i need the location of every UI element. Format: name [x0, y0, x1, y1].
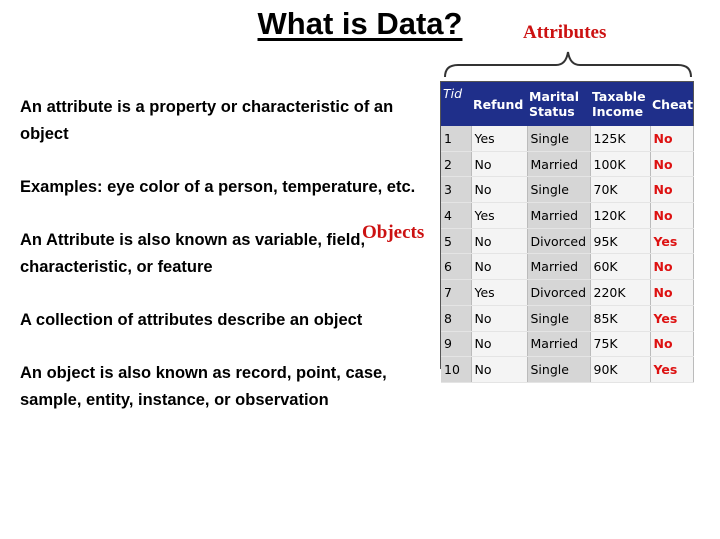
cell-cheat: Yes: [650, 305, 693, 331]
cell-cheat: No: [650, 177, 693, 203]
table-row: [441, 228, 693, 254]
cell-tid: 1: [441, 126, 471, 151]
table-row: [441, 177, 693, 203]
cell-refund: No: [471, 305, 527, 331]
cell-cheat: No: [650, 126, 693, 151]
header-marital-status: [527, 82, 590, 126]
cell-taxable-income: 100K: [590, 151, 650, 177]
cell-taxable-income: 95K: [590, 228, 650, 254]
cell-refund: No: [471, 151, 527, 177]
cell-taxable-income: 125K: [590, 126, 650, 151]
cell-tid: 5: [441, 228, 471, 254]
table-row: [441, 151, 693, 177]
cell-cheat: Yes: [650, 228, 693, 254]
cell-cheat: No: [650, 331, 693, 357]
data-table-image: [440, 81, 694, 378]
table-row: [441, 331, 693, 357]
attributes-label: Attributes: [523, 22, 607, 43]
cell-taxable-income: 60K: [590, 254, 650, 280]
cell-refund: No: [471, 228, 527, 254]
cell-taxable-income: 75K: [590, 331, 650, 357]
page-title-text: What is Data?: [257, 6, 463, 41]
cell-taxable-income: 220K: [590, 280, 650, 306]
cell-taxable-income: 85K: [590, 305, 650, 331]
cell-refund: Yes: [471, 203, 527, 229]
table-row: [441, 126, 693, 151]
cell-marital-status: Divorced: [527, 280, 590, 306]
bullet-3: An Attribute is also known as variable, field, characteristic, or feature: [20, 231, 366, 276]
cell-marital-status: Married: [527, 203, 590, 229]
cell-marital-status: Divorced: [527, 228, 590, 254]
header-cheat: Cheat: [650, 82, 693, 126]
cell-refund: Yes: [471, 126, 527, 151]
cell-marital-status: Single: [527, 305, 590, 331]
header-taxable-income-text: Taxable Income: [592, 89, 646, 119]
header-taxable-income: [590, 82, 650, 126]
table-row: [441, 280, 693, 306]
cell-cheat: No: [650, 280, 693, 306]
cell-tid: 7: [441, 280, 471, 306]
bullet-4: A collection of attributes describe an object: [20, 311, 363, 329]
cell-taxable-income: 70K: [590, 177, 650, 203]
cell-refund: No: [471, 357, 527, 383]
objects-label: Objects: [362, 222, 425, 243]
table-header-row: [441, 82, 693, 126]
cell-tid: 10: [441, 357, 471, 383]
cell-marital-status: Married: [527, 151, 590, 177]
header-refund: Refund: [471, 82, 527, 126]
cell-refund: No: [471, 177, 527, 203]
bullet-2: Examples: eye color of a person, temperature, etc.: [20, 178, 416, 196]
attributes-brace-icon: [440, 47, 696, 79]
cell-tid: 8: [441, 305, 471, 331]
bullet-5: An object is also known as record, point, case, sample, entity, instance, or observation: [20, 364, 387, 409]
cell-cheat: Yes: [650, 357, 693, 383]
cell-marital-status: Married: [527, 331, 590, 357]
cell-marital-status: Single: [527, 126, 590, 151]
table-row: [441, 305, 693, 331]
cell-taxable-income: 120K: [590, 203, 650, 229]
cell-tid: 6: [441, 254, 471, 280]
cell-taxable-income: 90K: [590, 357, 650, 383]
cell-refund: No: [471, 331, 527, 357]
header-marital-status-text: Marital Status: [529, 89, 580, 119]
cell-refund: Yes: [471, 280, 527, 306]
cell-cheat: No: [650, 203, 693, 229]
table-row: [441, 203, 693, 229]
cell-tid: 2: [441, 151, 471, 177]
header-tid: Tid: [441, 82, 471, 126]
cell-marital-status: Single: [527, 357, 590, 383]
cell-tid: 4: [441, 203, 471, 229]
table-row: [441, 357, 693, 383]
data-table: [441, 82, 694, 383]
cell-marital-status: Married: [527, 254, 590, 280]
page-title: [0, 6, 720, 42]
cell-cheat: No: [650, 151, 693, 177]
cell-cheat: No: [650, 254, 693, 280]
cell-refund: No: [471, 254, 527, 280]
table-row: [441, 254, 693, 280]
cell-tid: 9: [441, 331, 471, 357]
bullet-list: [20, 94, 430, 440]
cell-marital-status: Single: [527, 177, 590, 203]
bullet-1: An attribute is a property or characteristic of an object: [20, 98, 394, 143]
table-body: [441, 126, 693, 382]
cell-tid: 3: [441, 177, 471, 203]
